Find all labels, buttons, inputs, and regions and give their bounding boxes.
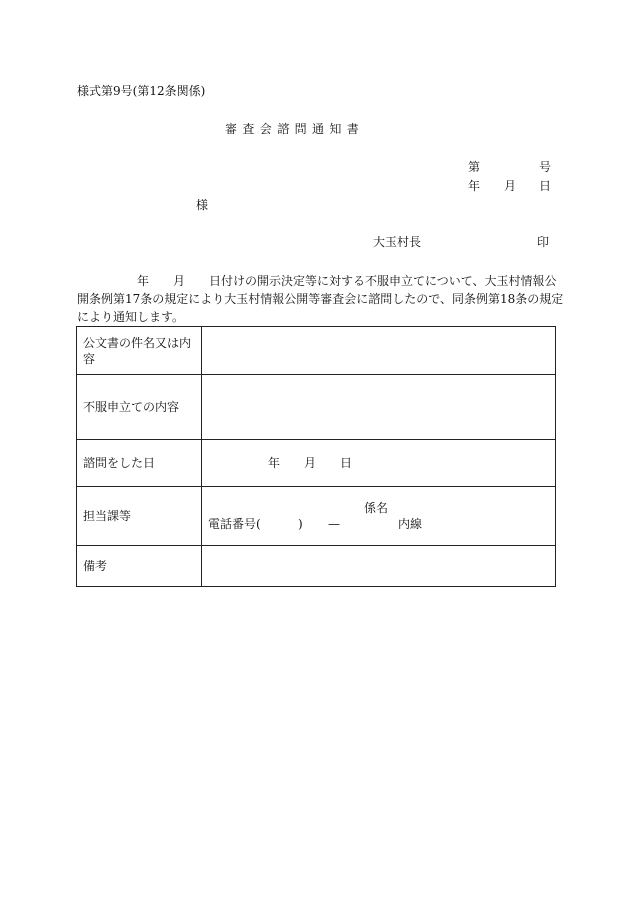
- row-label-responsible-section: 担当課等: [77, 487, 202, 546]
- phone-row: [208, 516, 549, 532]
- document-title: 審査会諮問通知書: [225, 122, 365, 136]
- notice-body-line-2: 開条例第17条の規定により大玉村情報公開等審査会に諮問したので、同条例第18条の規定: [77, 292, 564, 306]
- addressee-honorific: 様: [196, 198, 209, 212]
- row-label-inquiry-date: 諮問をした日: [77, 440, 202, 487]
- body-month-label: 月: [173, 274, 186, 288]
- table-row: [77, 487, 556, 546]
- issue-date-day-label: 日: [539, 179, 552, 193]
- issue-date-month-label: 月: [504, 179, 517, 193]
- table-row: [77, 440, 556, 487]
- inquiry-date-field[interactable]: [202, 440, 556, 487]
- section-name-row: [208, 500, 549, 516]
- remarks-field[interactable]: [202, 546, 556, 587]
- row-label-document-subject: 公文書の件名又は内容: [77, 327, 202, 375]
- issuer-name: 大玉村長: [373, 235, 422, 249]
- notice-details-table: [76, 326, 556, 587]
- extension-label: 内線: [398, 517, 423, 531]
- reference-number-prefix: 第: [468, 160, 481, 174]
- table-row: [77, 327, 556, 375]
- document-subject-field[interactable]: [202, 327, 556, 375]
- seal-mark: 印: [537, 235, 550, 249]
- notice-body: [77, 272, 564, 326]
- responsible-section-field[interactable]: [202, 487, 556, 546]
- section-name-suffix: 係名: [364, 501, 389, 515]
- notice-body-line-1: [77, 272, 555, 290]
- phone-dash: —: [328, 517, 340, 531]
- appeal-content-field[interactable]: [202, 375, 556, 440]
- table-row: [77, 546, 556, 587]
- form-number: 様式第9号(第12条関係): [77, 84, 206, 98]
- reference-number-suffix: 号: [539, 160, 552, 174]
- inquiry-date-day-label: 日: [340, 456, 353, 470]
- row-label-remarks: 備考: [77, 546, 202, 587]
- table-row: [77, 375, 556, 440]
- body-line1-text: 日付けの開示決定等に対する不服申立てについて、大玉村情報公: [209, 274, 557, 288]
- phone-close-paren: ): [298, 517, 303, 531]
- phone-label: 電話番号(: [208, 517, 261, 531]
- row-label-appeal-content: 不服申立ての内容: [77, 375, 202, 440]
- inquiry-date-month-label: 月: [304, 456, 317, 470]
- inquiry-date-year-label: 年: [268, 456, 281, 470]
- issue-date-year-label: 年: [468, 179, 481, 193]
- body-year-label: 年: [137, 274, 150, 288]
- notice-body-line-3: により通知します。: [77, 310, 185, 324]
